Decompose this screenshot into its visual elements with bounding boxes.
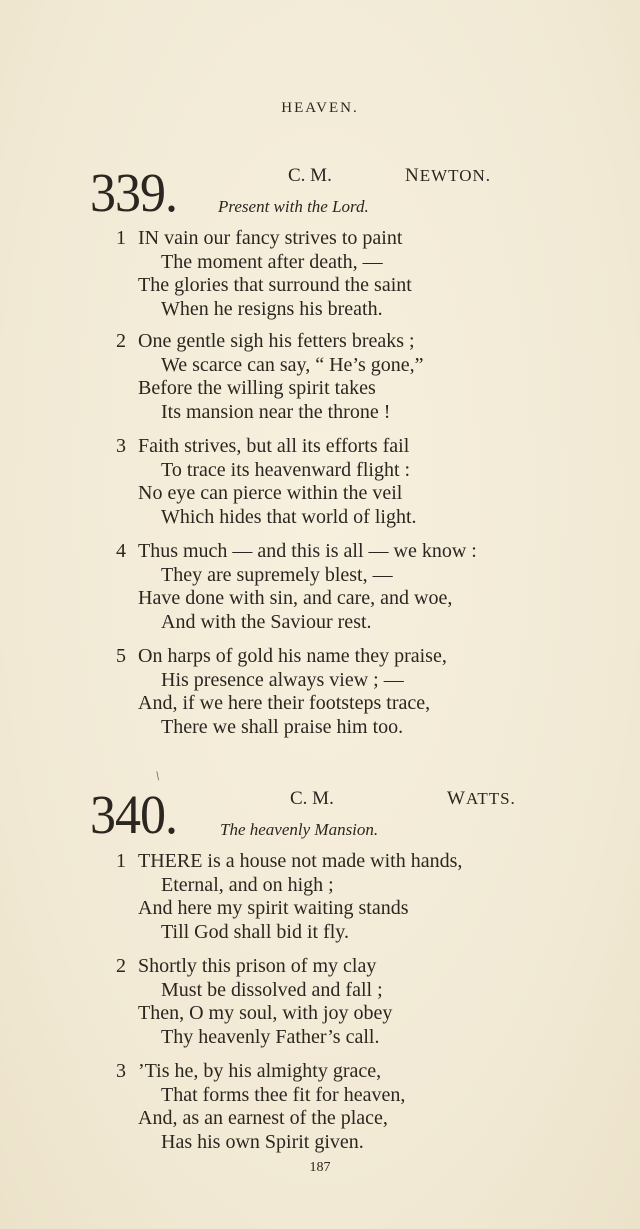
verse-line: When he resigns his breath. (161, 297, 383, 320)
author-initial: N (405, 165, 420, 186)
verse-line: There we shall praise him too. (161, 715, 404, 738)
stanza-number: 3 (116, 1060, 126, 1082)
verse-line: Eternal, and on high ; (161, 873, 334, 896)
verse-line (116, 540, 477, 564)
verse-line: The moment after death, — (161, 250, 383, 273)
verse-line: And here my spirit waiting stands (138, 897, 409, 919)
verse-line: And with the Saviour rest. (161, 610, 372, 633)
hymn-subtitle: Present with the Lord. (218, 197, 369, 216)
verse-text: ’Tis he, by his almighty grace, (138, 1060, 382, 1082)
stanza (116, 955, 392, 1049)
stanza-number: 1 (116, 227, 126, 249)
verse-line (116, 850, 462, 874)
verse-line: To trace its heavenward flight : (161, 458, 411, 481)
stanza-number: 3 (116, 435, 126, 457)
stanza-number: 2 (116, 330, 126, 352)
verse-line: That forms thee fit for heaven, (161, 1083, 406, 1106)
verse-line: No eye can pierce within the veil (138, 482, 403, 504)
hymn-subtitle: The heavenly Mansion. (220, 820, 379, 839)
verse-line (116, 227, 412, 251)
page-number: 187 (309, 1160, 331, 1175)
verse-line: They are supremely blest, — (161, 563, 393, 586)
verse-line: Has his own Spirit given. (161, 1130, 364, 1153)
verse-line: The glories that surround the saint (138, 274, 412, 296)
verse-line: And, as an earnest of the place, (138, 1107, 388, 1129)
verse-line: Have done with sin, and care, and woe, (138, 587, 453, 609)
stanza-number: 5 (116, 645, 126, 667)
running-head: HEAVEN. (281, 100, 359, 116)
verse-line: Thy heavenly Father’s call. (161, 1025, 380, 1048)
verse-text: Shortly this prison of my clay (138, 955, 377, 977)
stanza (116, 850, 462, 944)
verse-line: Must be dissolved and fall ; (161, 978, 383, 1001)
hymn-number: 339. (90, 163, 177, 224)
verse-line: Its mansion near the throne ! (161, 400, 391, 423)
verse-line: Before the willing spirit takes (138, 377, 376, 399)
verse-line: We scarce can say, “ He’s gone,” (161, 353, 424, 376)
author-initial: W (447, 788, 466, 809)
author-rest: EWTON. (419, 166, 492, 185)
verse-line: Till God shall bid it fly. (161, 920, 349, 943)
stanza (116, 435, 417, 529)
verse-line (116, 1060, 405, 1084)
verse-line: Then, O my soul, with joy obey (138, 1002, 393, 1024)
stanza (116, 645, 447, 739)
stanza (116, 330, 424, 424)
stanza (116, 540, 477, 634)
hymn-author (447, 788, 516, 810)
verse-line (116, 330, 424, 354)
hymn-meter: C. M. (290, 788, 334, 809)
ink-mark: / (152, 768, 163, 783)
author-rest: ATTS. (465, 789, 516, 808)
stanza (116, 227, 412, 321)
stanza-number: 2 (116, 955, 126, 977)
hymn-author (405, 165, 491, 187)
verse-line: His presence always view ; — (161, 668, 404, 691)
verse-line: Which hides that world of light. (161, 505, 417, 528)
stanza-number: 4 (116, 540, 126, 562)
verse-line: And, if we here their footsteps trace, (138, 692, 431, 714)
hymn-meter: C. M. (288, 165, 332, 186)
verse-line (116, 645, 447, 669)
verse-text: Thus much — and this is all — we know : (138, 540, 477, 562)
stanza (116, 1060, 405, 1154)
stanza-number: 1 (116, 850, 126, 872)
verse-text: One gentle sigh his fetters breaks ; (138, 330, 415, 352)
verse-line (116, 955, 392, 979)
verse-text: IN vain our fancy strives to paint (138, 227, 403, 249)
verse-text: THERE is a house not made with hands, (138, 850, 463, 872)
verse-line (116, 435, 417, 459)
hymn-number: 340. (90, 785, 177, 846)
verse-text: On harps of gold his name they praise, (138, 645, 447, 667)
verse-text: Faith strives, but all its efforts fail (138, 435, 410, 457)
